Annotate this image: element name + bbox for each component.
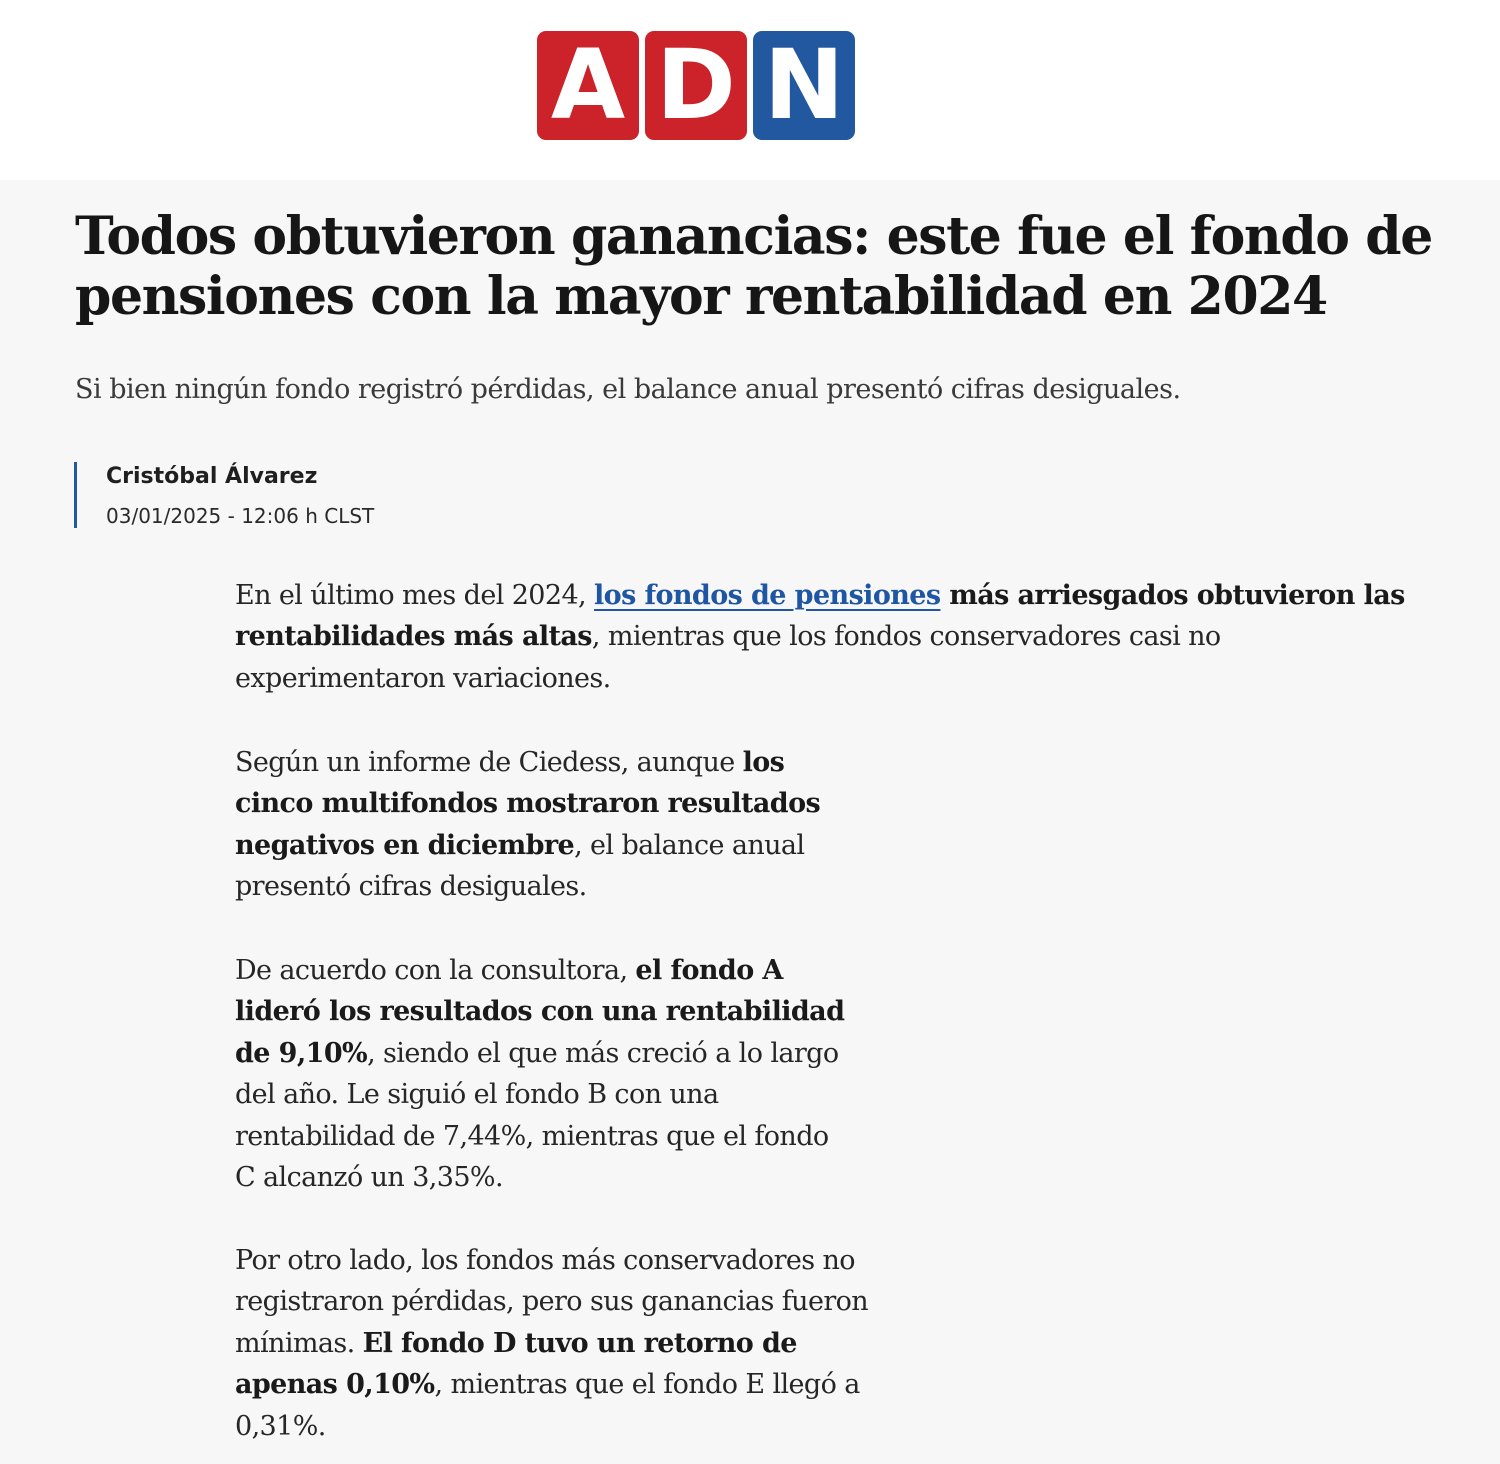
paragraph-bold-text: más arriesgados obtuvieron las rentabilidades más altas — [235, 580, 1405, 653]
paragraph-bold-text: el fondo A lideró los resultados con una rentabilidad de 9,10% — [235, 955, 845, 1069]
paragraph-text: , el balance anual presentó cifras desiguales. — [235, 829, 805, 903]
paragraph-text: Por otro lado, los fondos más conservadores no registraron pérdidas, pero sus ganancias fueron mínimas. — [235, 1245, 869, 1359]
logo-letter-d: D — [645, 31, 747, 140]
site-header — [0, 0, 1500, 180]
byline — [74, 462, 374, 528]
article-paragraph-3 — [235, 950, 855, 1198]
paragraph-text: , mientras que los fondos conservadores casi no experimentaron variaciones. — [235, 621, 1221, 694]
author-name[interactable]: Cristóbal Álvarez — [106, 464, 318, 489]
paragraph-text: De acuerdo con la consultora, — [235, 955, 636, 986]
paragraph-text: Según un informe de Ciedess, aunque — [235, 747, 743, 778]
paragraph-text: , mientras que el fondo E llegó a 0,31%. — [235, 1369, 860, 1442]
logo-letter-n: N — [753, 31, 855, 140]
article-subtitle: Si bien ningún fondo registró pérdidas, el balance anual presentó cifras desiguales. — [75, 374, 1181, 405]
publish-date: 03/01/2025 - 12:06 h CLST — [106, 504, 375, 528]
paragraph-bold-text: El fondo D tuvo un retorno de apenas 0,10% — [235, 1327, 797, 1401]
paragraph-bold-text: los cinco multifondos mostraron resultados negativos en diciembre — [235, 747, 821, 861]
paragraph-text: En el último mes del 2024, — [235, 580, 595, 611]
pension-funds-link[interactable]: los fondos de pensiones — [594, 580, 941, 611]
article-paragraph-4 — [235, 1240, 875, 1447]
logo-letter-a: A — [537, 31, 639, 140]
article-paragraph-2 — [235, 742, 855, 908]
paragraph-text: , siendo el que más creció a lo largo del año. Le siguió el fondo B con una rentabilidad de 7,44%, mientras que el fondo C alcanzó un 3,35%. — [235, 1037, 839, 1194]
article-paragraph-1 — [235, 575, 1435, 699]
article-title: Todos obtuvieron ganancias: este fue el fondo de pensiones con la mayor rentabilidad en 2024 — [75, 206, 1432, 327]
